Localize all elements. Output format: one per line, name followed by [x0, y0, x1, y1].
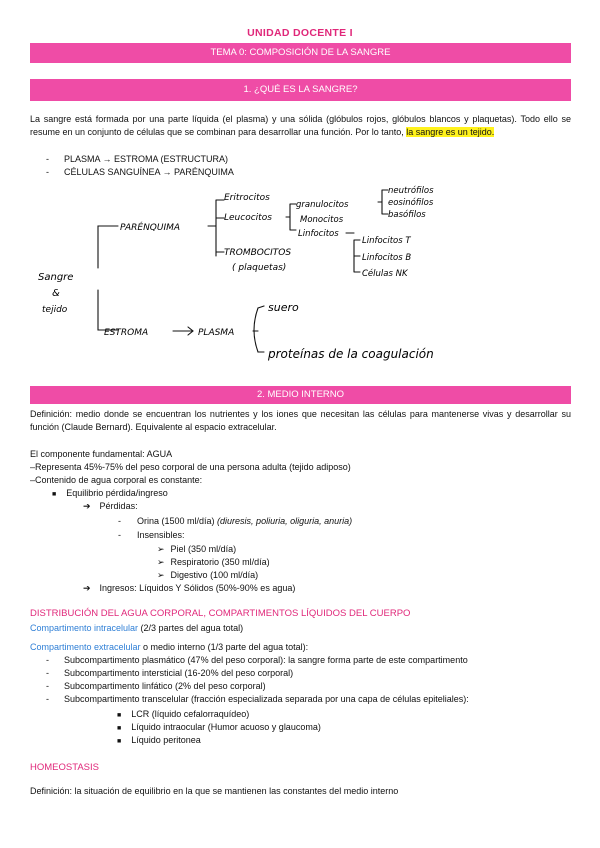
paragraph-text: La sangre está formada por una parte líquida (el plasma) y una sólida (glóbulos rojos, glóbulos blancos y plaquetas). Todo ello se resume en un conjunto de células que se combinan para desarrollar una función. Por lo tanto,	[30, 114, 571, 137]
granulocitos-bracket	[378, 190, 388, 214]
topic-banner: TEMA 0: COMPOSICIÓN DE LA SANGRE	[30, 43, 571, 63]
list-item: ■ Líquido intraocular (Humor acuoso y glaucoma)	[117, 722, 321, 732]
linfocitos-bracket	[346, 233, 360, 272]
extracelular-line: Compartimento extracelular o medio interno (1/3 parte del agua total):	[30, 642, 309, 652]
section-1-paragraph	[30, 113, 571, 139]
main-bracket	[98, 226, 118, 330]
list-item: ➢ Respiratorio (350 ml/día)	[157, 557, 270, 567]
list-item: - CÉLULAS SANGUÍNEA → PARÉNQUIMA	[46, 167, 234, 177]
list-item: - Insensibles:	[118, 530, 185, 540]
label-plaquetas: ( plaquetas)	[232, 263, 287, 273]
list-item: ■ Líquido peritonea	[117, 735, 201, 745]
section-1-heading: 1. ¿QUÉ ES LA SANGRE?	[30, 79, 571, 101]
parenquima-bracket	[208, 200, 224, 256]
estroma-arrow	[173, 327, 193, 335]
label-estroma: ESTROMA	[104, 328, 149, 338]
list-item: ➔ Ingresos: Líquidos Y Sólidos (50%-90% es agua)	[83, 583, 296, 593]
list-item: ➢ Piel (350 ml/día)	[157, 544, 237, 554]
label-eosinofilos: eosinófilos	[388, 198, 434, 208]
intracelular-line: Compartimento intracelular (2/3 partes del agua total)	[30, 623, 244, 633]
homeostasis-heading: HOMEOSTASIS	[30, 762, 99, 773]
leucocitos-bracket	[286, 204, 296, 230]
document-title: UNIDAD DOCENTE I	[247, 27, 353, 39]
homeostasis-definition: Definición: la situación de equilibrio en la que se mantienen las constantes del medio interno	[30, 786, 399, 796]
list-item: - Orina (1500 ml/día) (diuresis, poliuria, oliguria, anuria)	[118, 516, 353, 526]
label-trombocitos: TROMBOCITOS	[224, 248, 292, 258]
label-linfocitos-t: Linfocitos T	[362, 236, 411, 246]
represents-line: –Representa 45%-75% del peso corporal de una persona adulta (tejido adiposo)	[30, 462, 351, 472]
content-line: –Contenido de agua corporal es constante:	[30, 475, 203, 485]
label-parenquima: PARÉNQUIMA	[120, 223, 181, 233]
label-basofilos: basófilos	[388, 210, 426, 220]
plasma-bracket	[253, 306, 264, 352]
list-item: ■ Equilibrio pérdida/ingreso	[52, 488, 168, 498]
label-leucocitos: Leucocitos	[224, 213, 272, 223]
label-proteinas: proteínas de la coagulación	[268, 347, 434, 361]
component-line: El componente fundamental: AGUA	[30, 449, 173, 459]
list-item: - Subcompartimento plasmático (47% del peso corporal): la sangre forma parte de este compartimento	[46, 655, 468, 665]
list-item: - Subcompartimento intersticial (16-20% del peso corporal)	[46, 668, 294, 678]
list-item: ■ LCR (líquido cefalorraquídeo)	[117, 709, 250, 719]
label-monocitos: Monocitos	[300, 215, 344, 225]
label-linfocitos-b: Linfocitos B	[362, 253, 412, 263]
medio-interno-definition: Definición: medio donde se encuentran los nutrientes y los iones que necesitan las células para mantenerse vivas y desarrollar su función (Claude Bernard). Equivalente al espacio extracelular.	[30, 409, 571, 432]
blood-diagram	[28, 180, 573, 380]
root-amp: &	[52, 288, 60, 299]
list-item: ➔ Pérdidas:	[83, 501, 138, 511]
section-2-heading: 2. MEDIO INTERNO	[30, 386, 571, 404]
list-item: - Subcompartimento linfático (2% del peso corporal)	[46, 681, 266, 691]
label-eritrocitos: Eritrocitos	[224, 193, 270, 203]
root-tejido: tejido	[42, 305, 68, 315]
list-item: - Subcompartimento transcelular (fracción especializada separada por una capa de células epiteliales):	[46, 694, 469, 704]
root-sangre: Sangre	[38, 272, 74, 283]
list-item: ➢ Digestivo (100 ml/día)	[157, 570, 259, 580]
label-granulocitos: granulocitos	[296, 200, 349, 210]
label-plasma: PLASMA	[198, 328, 235, 338]
highlighted-text: la sangre es un tejido.	[406, 127, 495, 137]
label-suero: suero	[268, 301, 299, 314]
label-celulas-nk: Células NK	[362, 269, 408, 279]
label-neutrofilos: neutrófilos	[388, 186, 434, 196]
label-linfocitos: Linfocitos	[298, 229, 339, 239]
list-item: - PLASMA → ESTROMA (ESTRUCTURA)	[46, 154, 229, 164]
distribucion-heading: DISTRIBUCIÓN DEL AGUA CORPORAL, COMPARTIMENTOS LÍQUIDOS DEL CUERPO	[30, 608, 411, 619]
